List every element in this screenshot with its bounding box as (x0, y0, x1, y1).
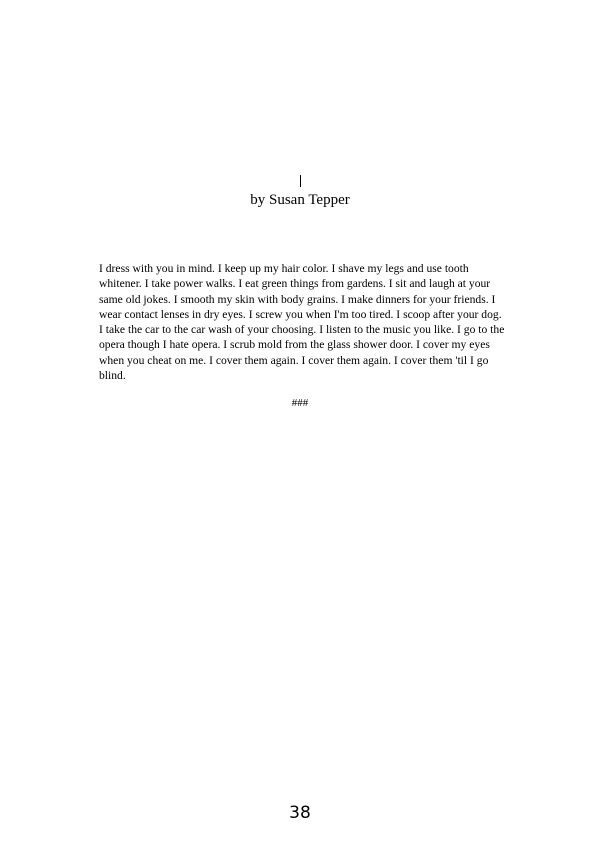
text-cursor-mark (300, 175, 301, 187)
page-number: 38 (289, 803, 311, 823)
section-separator: ### (291, 397, 309, 409)
author-byline: by Susan Tepper (250, 192, 350, 208)
story-paragraph: I dress with you in mind. I keep up my hair color. I shave my legs and use tooth whitener. I take power walks. I eat green things from gardens. I sit and laugh at your same old jokes. I smooth my skin with body grains. I make dinners for your friends. I wear contact lenses in dry eyes. I screw you when I'm too tired. I scoop after your dog. I take the car to the car wash of your choosing. I listen to the music you like. I go to the opera though I hate opera. I scrub mold from the glass shower door. I cover my eyes when you cheat on me. I cover them again. I cover them again. I cover them 'til I go blind. (99, 262, 505, 383)
